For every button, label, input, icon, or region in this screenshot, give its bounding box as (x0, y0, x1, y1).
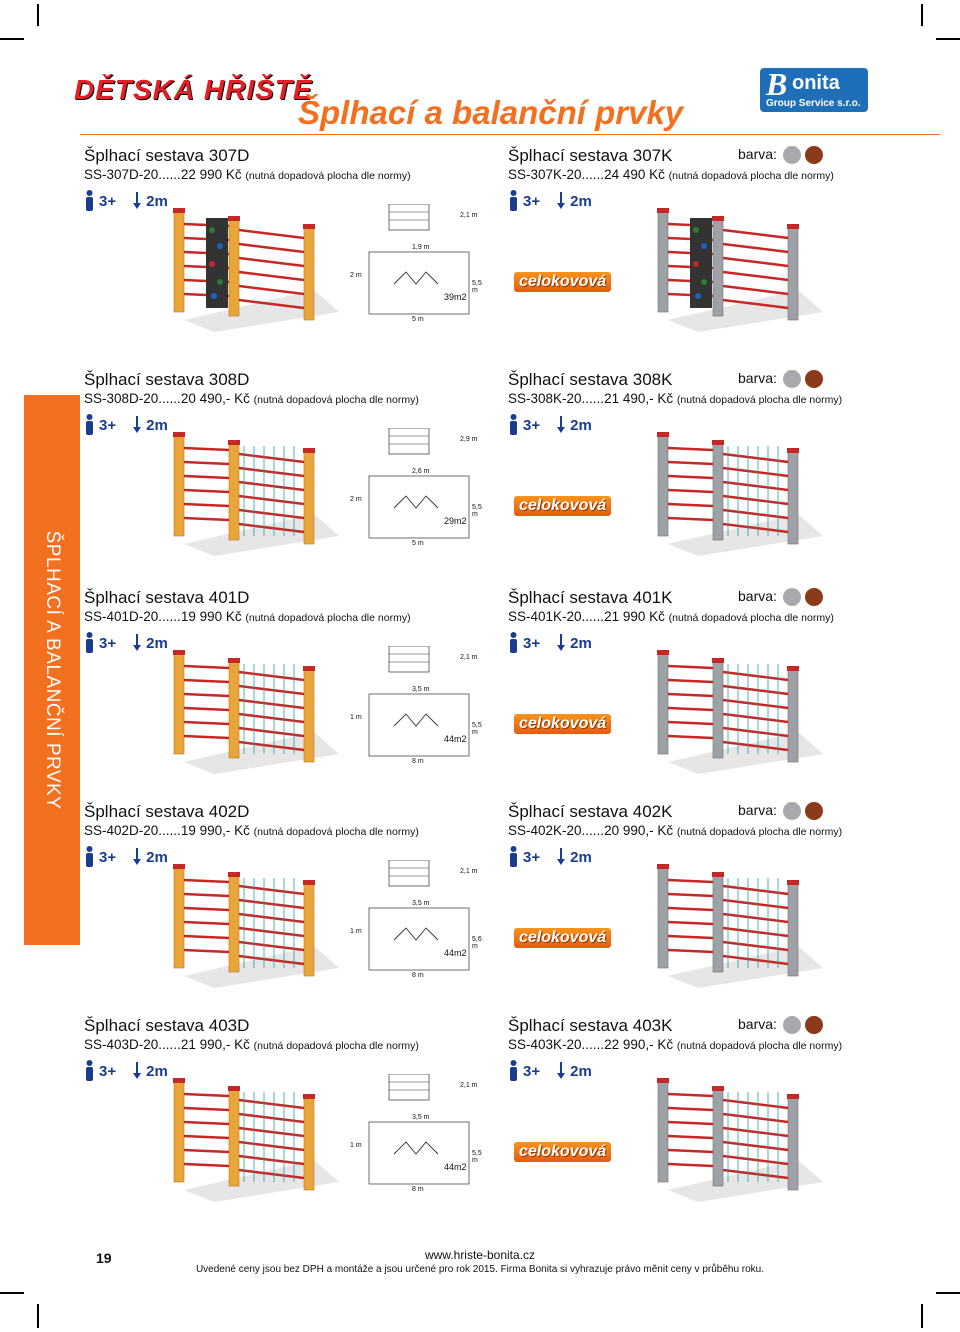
crop-mark (936, 38, 960, 40)
dots: ...... (158, 391, 181, 406)
color-swatch-brown[interactable] (805, 1016, 823, 1034)
dots: ...... (158, 167, 181, 182)
product-note: (nutná dopadová plocha dle normy) (676, 826, 843, 838)
product-illustration (638, 202, 828, 332)
product-code-line (508, 1037, 842, 1052)
elevation-height: 2,1 m (460, 212, 478, 219)
product-price: 19 990 Kč (180, 609, 242, 624)
color-label: barva: (738, 802, 777, 818)
color-swatch-grey[interactable] (783, 1016, 801, 1034)
product-illustration (154, 426, 344, 556)
elevation-height: 2,9 m (460, 436, 478, 443)
crop-mark (921, 4, 923, 26)
product-block (84, 802, 482, 1012)
product-code: SS-308K-20 (508, 391, 582, 406)
product-code: SS-401D-20 (84, 609, 159, 624)
height-arrow-icon (556, 848, 566, 866)
product-illustration (154, 1072, 344, 1202)
child-icon (508, 632, 519, 654)
product-title: Šplhací sestava 402K (508, 802, 673, 821)
product-illustration (638, 1072, 828, 1202)
floor-area: 29m2 (444, 516, 467, 526)
floor-area: 44m2 (444, 1162, 467, 1172)
product-code-line (508, 167, 834, 182)
floor-depth-total: 5,5 m (472, 504, 482, 518)
fall-height: 1 m (350, 1142, 362, 1149)
color-swatch-grey[interactable] (783, 588, 801, 606)
floor-depth-total: 5,5 m (472, 1150, 482, 1164)
floor-width: 5 m (412, 316, 424, 323)
floor-plan-wrap (350, 428, 484, 553)
celokovova-badge: celokovová (514, 1142, 611, 1162)
bonita-logo-sub: Group Service s.r.o. (766, 98, 861, 109)
age-value: 3+ (523, 192, 541, 210)
product-title: Šplhací sestava 403K (508, 1016, 673, 1035)
product-title: Šplhací sestava 403D (84, 1016, 250, 1035)
age-value: 3+ (99, 634, 117, 652)
floor-width: 5 m (412, 540, 424, 547)
crop-mark (936, 1292, 960, 1294)
color-swatch-brown[interactable] (805, 802, 823, 820)
floor-plan-diagram (364, 204, 484, 324)
child-icon (84, 1060, 95, 1082)
product-illustration-wrap (154, 858, 344, 993)
floor-depth-total: 5,6 m (472, 936, 482, 950)
product-note: (nutná dopadová plocha dle normy) (245, 170, 411, 182)
height-value: 2m (570, 848, 592, 866)
product-note: (nutná dopadová plocha dle normy) (668, 170, 834, 182)
product-note: (nutná dopadová plocha dle normy) (668, 612, 834, 624)
product-illustration (154, 858, 344, 988)
product-code-line (84, 1037, 419, 1052)
product-illustration-wrap (154, 426, 344, 561)
height-value: 2m (146, 634, 168, 652)
age-value: 3+ (99, 1062, 117, 1080)
floor-plan-diagram (364, 428, 484, 548)
color-label: barva: (738, 370, 777, 386)
floor-depth-total: 5,5 m (472, 280, 482, 294)
celokovova-badge: celokovová (514, 272, 611, 292)
category-sidebar (24, 395, 80, 945)
celokovova-badge: celokovová (514, 928, 611, 948)
dots: ...... (581, 391, 605, 406)
product-price: 19 990,- Kč (180, 823, 250, 838)
product-code-line (508, 391, 842, 406)
product-price: 22 990,- Kč (604, 1037, 674, 1052)
dots: ...... (158, 823, 181, 838)
child-icon (508, 1060, 519, 1082)
celokovova-badge: celokovová (514, 496, 611, 516)
product-price: 20 490,- Kč (180, 391, 250, 406)
product-code: SS-307K-20 (508, 167, 582, 182)
fall-height: 2 m (350, 272, 362, 279)
age-value: 3+ (523, 634, 541, 652)
sidebar-label: ŠPLHACÍ A BALANČNÍ PRVKY (42, 530, 63, 810)
height-arrow-icon (556, 634, 566, 652)
fall-height: 1 m (350, 928, 362, 935)
bonita-logo-name: onita (792, 72, 840, 94)
crop-mark (0, 38, 24, 40)
height-arrow-icon (556, 1062, 566, 1080)
product-note: (nutná dopadová plocha dle normy) (676, 1040, 843, 1052)
height-arrow-icon (132, 1062, 142, 1080)
product-code-line (84, 609, 411, 624)
floor-depth: 3,5 m (412, 686, 430, 693)
height-value: 2m (570, 192, 592, 210)
product-code-line (508, 609, 834, 624)
age-value: 3+ (523, 1062, 541, 1080)
child-icon (84, 414, 95, 436)
fall-height: 2 m (350, 496, 362, 503)
product-title: Šplhací sestava 401D (84, 588, 250, 607)
dots: ...... (581, 1037, 605, 1052)
product-illustration-wrap (638, 1072, 828, 1207)
age-value: 3+ (523, 848, 541, 866)
product-code: SS-403K-20 (508, 1037, 582, 1052)
floor-plan-diagram (364, 646, 484, 766)
floor-plan-wrap (350, 860, 484, 985)
floor-plan-wrap (350, 646, 484, 771)
floor-width: 8 m (412, 1186, 424, 1193)
color-swatch-brown[interactable] (805, 588, 823, 606)
product-note: (nutná dopadová plocha dle normy) (253, 1040, 419, 1052)
floor-width: 8 m (412, 758, 424, 765)
product-block (508, 370, 868, 580)
floor-depth: 1,9 m (412, 244, 430, 251)
product-price: 21 490,- Kč (604, 391, 674, 406)
footer-note: Uvedené ceny jsou bez DPH a montáže a jsou určené pro rok 2015. Firma Bonita si vyhrazuje právo měnit ceny v průběhu roku. (195, 1264, 765, 1275)
elevation-height: 2,1 m (460, 868, 478, 875)
product-code: SS-308D-20 (84, 391, 159, 406)
bonita-logo (760, 68, 868, 112)
height-value: 2m (146, 848, 168, 866)
height-value: 2m (570, 634, 592, 652)
product-code: SS-402K-20 (508, 823, 582, 838)
product-illustration (154, 202, 344, 332)
bonita-logo-letter: B (766, 66, 788, 102)
product-price: 24 490 Kč (604, 167, 665, 182)
product-illustration-wrap (638, 202, 828, 337)
child-icon (84, 846, 95, 868)
crop-mark (0, 1292, 24, 1294)
product-code-line (84, 391, 419, 406)
header-divider (80, 134, 940, 135)
product-illustration (154, 644, 344, 774)
product-title: Šplhací sestava 307K (508, 146, 673, 165)
product-code-line (84, 823, 419, 838)
product-note: (nutná dopadová plocha dle normy) (253, 394, 419, 406)
product-illustration-wrap (154, 202, 344, 337)
crop-mark (37, 4, 39, 26)
age-info (508, 414, 592, 436)
child-icon (508, 846, 519, 868)
floor-area: 39m2 (444, 292, 467, 302)
crop-mark (37, 1304, 39, 1328)
height-arrow-icon (132, 192, 142, 210)
age-info (508, 1060, 592, 1082)
floor-plan-diagram (364, 1074, 484, 1194)
product-code: SS-403D-20 (84, 1037, 159, 1052)
height-arrow-icon (556, 416, 566, 434)
height-arrow-icon (132, 416, 142, 434)
page-number: 19 (96, 1250, 112, 1266)
page-title: Šplhací a balanční prvky (298, 94, 684, 131)
floor-depth: 2,6 m (412, 468, 430, 475)
height-value: 2m (146, 416, 168, 434)
child-icon (84, 190, 95, 212)
product-price: 21 990,- Kč (180, 1037, 250, 1052)
dots: ...... (158, 1037, 181, 1052)
age-info (508, 846, 592, 868)
product-block (508, 146, 868, 356)
product-code-line (84, 167, 411, 182)
footer-url[interactable]: www.hriste-bonita.cz (424, 1248, 536, 1262)
product-price: 21 990 Kč (604, 609, 665, 624)
dots: ...... (581, 167, 605, 182)
floor-plan-wrap (350, 204, 484, 329)
age-value: 3+ (99, 848, 117, 866)
product-illustration-wrap (154, 1072, 344, 1207)
fall-height: 1 m (350, 714, 362, 721)
height-arrow-icon (556, 192, 566, 210)
color-swatch-grey[interactable] (783, 146, 801, 164)
product-block (84, 370, 482, 580)
product-block (84, 588, 482, 798)
product-title: Šplhací sestava 308D (84, 370, 250, 389)
floor-area: 44m2 (444, 948, 467, 958)
height-value: 2m (570, 1062, 592, 1080)
child-icon (508, 190, 519, 212)
product-block (84, 1016, 482, 1226)
product-illustration-wrap (154, 644, 344, 779)
child-icon (84, 632, 95, 654)
floor-area: 44m2 (444, 734, 467, 744)
age-value: 3+ (523, 416, 541, 434)
elevation-height: 2,1 m (460, 1082, 478, 1089)
color-swatch-brown[interactable] (805, 370, 823, 388)
age-value: 3+ (99, 416, 117, 434)
age-info (508, 632, 592, 654)
product-note: (nutná dopadová plocha dle normy) (253, 826, 419, 838)
height-value: 2m (570, 416, 592, 434)
floor-depth: 3,5 m (412, 900, 430, 907)
dots: ...... (581, 823, 605, 838)
product-title: Šplhací sestava 402D (84, 802, 250, 821)
child-icon (508, 414, 519, 436)
product-illustration (638, 644, 828, 774)
height-value: 2m (146, 192, 168, 210)
age-info (508, 190, 592, 212)
product-price: 20 990,- Kč (604, 823, 674, 838)
product-block (84, 146, 482, 356)
product-illustration-wrap (638, 426, 828, 561)
logo-text: DĚTSKÁ HŘIŠTĚ (74, 74, 313, 105)
product-code-line (508, 823, 842, 838)
height-arrow-icon (132, 848, 142, 866)
product-title: Šplhací sestava 307D (84, 146, 250, 165)
celokovova-badge: celokovová (514, 714, 611, 734)
product-block (508, 1016, 868, 1226)
color-label: barva: (738, 588, 777, 604)
product-illustration-wrap (638, 858, 828, 993)
product-note: (nutná dopadová plocha dle normy) (676, 394, 843, 406)
color-swatch-brown[interactable] (805, 146, 823, 164)
floor-depth-total: 5,5 m (472, 722, 482, 736)
product-illustration-wrap (638, 644, 828, 779)
product-block (508, 802, 868, 1012)
floor-width: 8 m (412, 972, 424, 979)
product-note: (nutná dopadová plocha dle normy) (245, 612, 411, 624)
product-title: Šplhací sestava 401K (508, 588, 673, 607)
height-arrow-icon (132, 634, 142, 652)
product-title: Šplhací sestava 308K (508, 370, 673, 389)
floor-plan-diagram (364, 860, 484, 980)
color-swatch-grey[interactable] (783, 802, 801, 820)
height-value: 2m (146, 1062, 168, 1080)
floor-plan-wrap (350, 1074, 484, 1199)
product-illustration (638, 426, 828, 556)
dots: ...... (158, 609, 181, 624)
product-code: SS-401K-20 (508, 609, 582, 624)
product-block (508, 588, 868, 798)
dots: ...... (581, 609, 605, 624)
product-code: SS-402D-20 (84, 823, 159, 838)
product-illustration (638, 858, 828, 988)
product-code: SS-307D-20 (84, 167, 159, 182)
color-label: barva: (738, 1016, 777, 1032)
floor-depth: 3,5 m (412, 1114, 430, 1121)
product-price: 22 990 Kč (180, 167, 242, 182)
color-swatch-grey[interactable] (783, 370, 801, 388)
brand-logo-detska-hriste (74, 74, 313, 106)
age-value: 3+ (99, 192, 117, 210)
elevation-height: 2,1 m (460, 654, 478, 661)
crop-mark (921, 1304, 923, 1328)
color-label: barva: (738, 146, 777, 162)
